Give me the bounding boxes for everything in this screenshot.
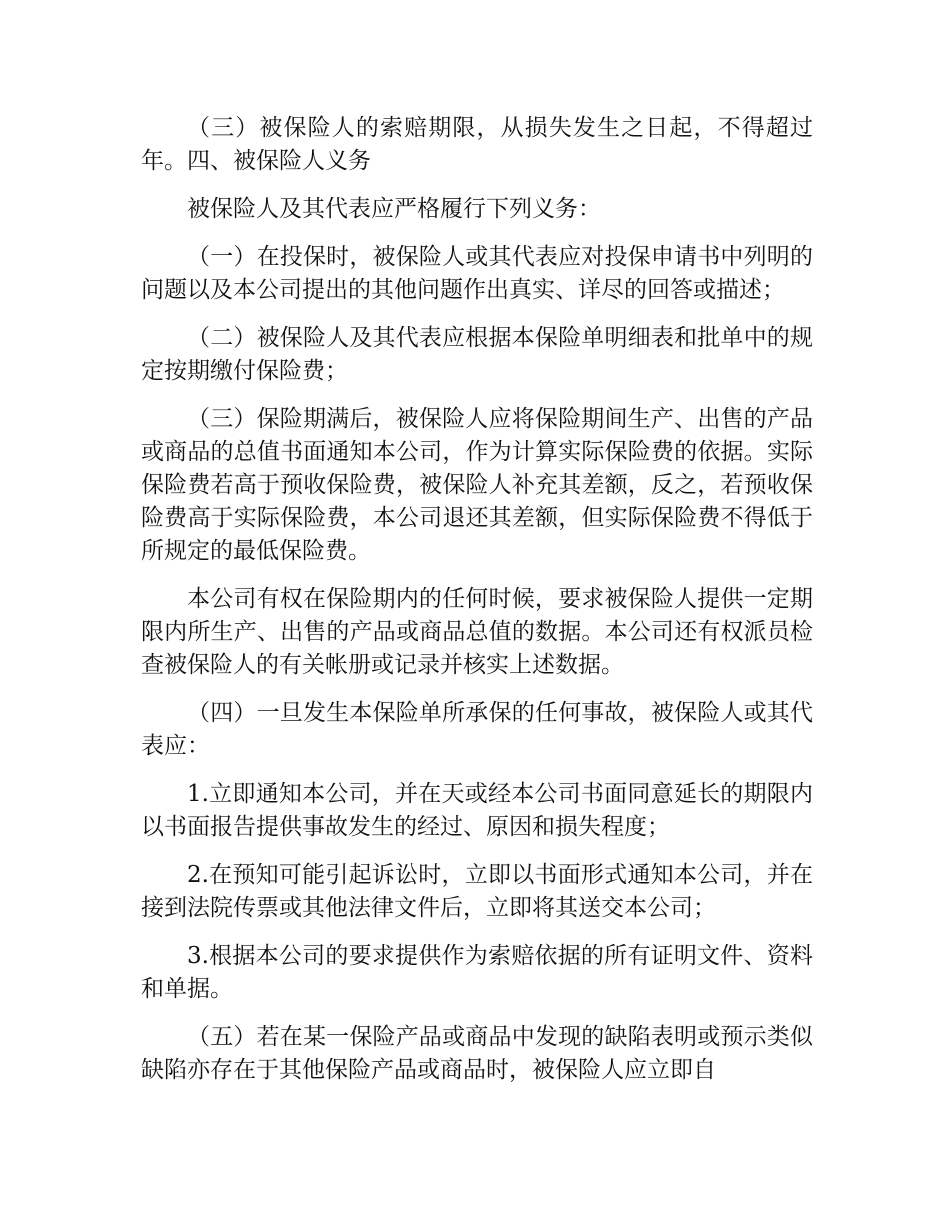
paragraph-obligation-5: （五）若在某一保险产品或商品中发现的缺陷表明或预示类似缺陷亦存在于其他保险产品或商品时，被保险人应立即自 xyxy=(141,1024,813,1083)
paragraph-obligation-3: （三）保险期满后，被保险人应将保险期间生产、出售的产品或商品的总值书面通知本公司，作为计算实际保险费的依据。实际保险费若高于预收保险费，被保险人补充其差额，反之，若预收保险费高于实际保险费，本公司退还其差额，但实际保险费不得低于所规定的最低保险费。 xyxy=(141,406,813,564)
paragraph-item-1: 1.立即通知本公司，并在天或经本公司书面同意延长的期限内以书面报告提供事故发生的经过、原因和损失程度； xyxy=(141,781,813,840)
paragraph-obligation-2: （二）被保险人及其代表应根据本保险单明细表和批单中的规定按期缴付保险费； xyxy=(141,325,813,384)
paragraph-company-rights: 本公司有权在保险期内的任何时候，要求被保险人提供一定期限内所生产、出售的产品或商品总值的数据。本公司还有权派员检查被保险人的有关帐册或记录并核实上述数据。 xyxy=(141,586,813,678)
document-page xyxy=(141,112,813,1101)
paragraph-obligations-intro: 被保险人及其代表应严格履行下列义务： xyxy=(187,196,601,222)
paragraph-obligation-1: （一）在投保时，被保险人或其代表应对投保申请书中列明的问题以及本公司提出的其他问题作出真实、详尽的回答或描述； xyxy=(141,244,813,303)
paragraph-obligation-4: （四）一旦发生本保险单所承保的任何事故，被保险人或其代表应： xyxy=(141,700,813,759)
paragraph-item-3: 3.根据本公司的要求提供作为索赔依据的所有证明文件、资料和单据。 xyxy=(141,943,813,1002)
paragraph-item-2: 2.在预知可能引起诉讼时，立即以书面形式通知本公司，并在接到法院传票或其他法律文件后，立即将其送交本公司； xyxy=(141,862,813,921)
paragraph-claim-period: （三）被保险人的索赔期限，从损失发生之日起，不得超过年。四、被保险人义务 xyxy=(141,115,813,174)
